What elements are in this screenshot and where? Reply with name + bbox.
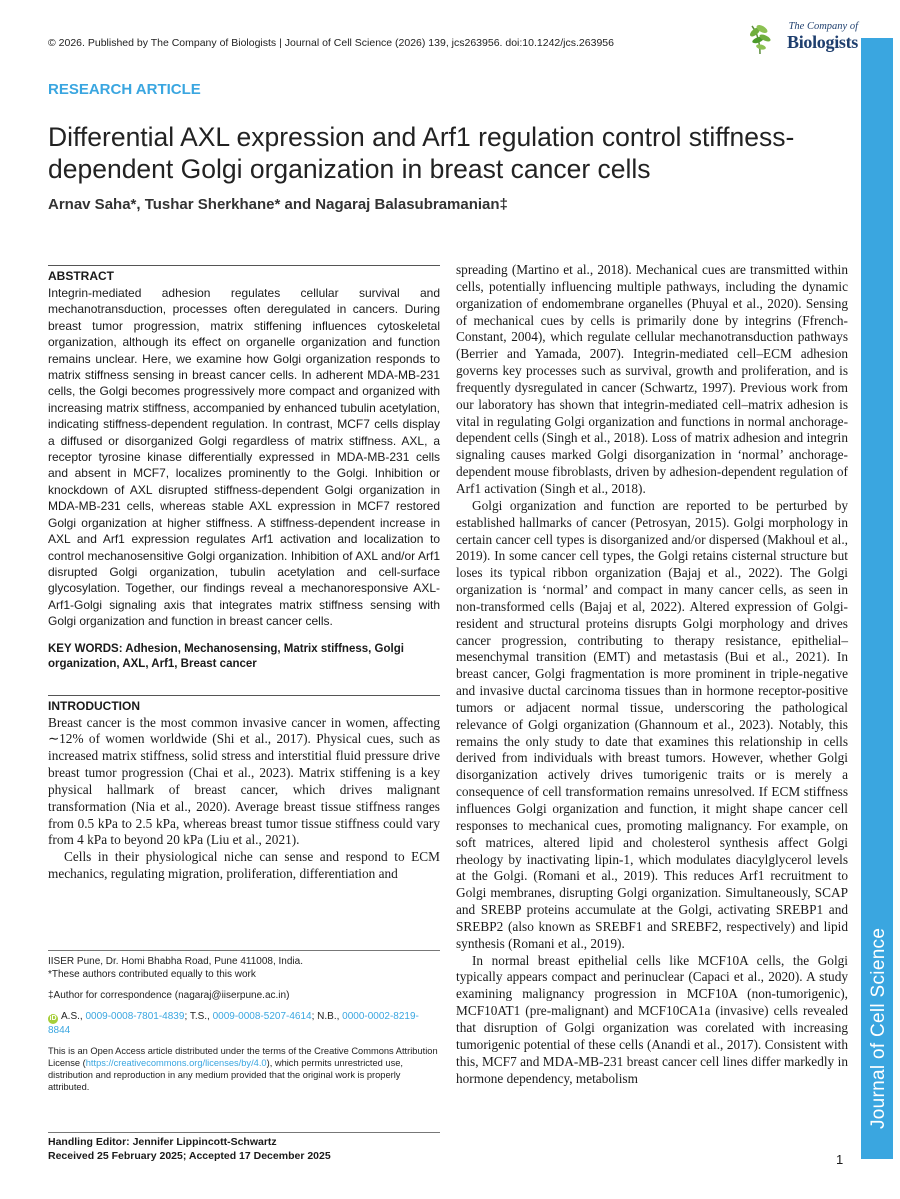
editorial-info xyxy=(48,1132,440,1163)
footnotes xyxy=(48,950,440,1093)
publication-line: © 2026. Published by The Company of Biologists | Journal of Cell Science (2026) 139, jcs263956. doi:10.1242/jcs.263956 xyxy=(48,37,614,49)
body-paragraph: Golgi organization and function are reported to be perturbed by established hallmarks of cancer (Petrosyan, 2015). Golgi morphology in certain cancer cell types is disorganized and/or dispersed (Makhoul et al., 2019). In some cancer cell types, the Golgi retains cisternal structure but loses its typical ribbon organization (Bajaj et al., 2022). The Golgi organization is ‘normal’ and compact in many cancer cells, as seen in non-transformed cells (Bajaj et al, 2022). Altered expression of Golgi-resident and structural proteins disrupts Golgi morphology and drives cancer progression, contributing to therapy resistance, epithelial–mesenchymal transition (EMT) and metastasis (Bui et al., 2021). In breast cancer, Golgi fragmentation is more prominent in triple-negative and invasive ductal carcinoma tissues than in hormone receptor-positive tumors or adjacent normal tissue, underscoring the pathological relevance of Golgi organization (Ghannoum et al., 2023). Notably, this remains the only study to date that examines this relationship in cells derived from individuals with breast tumors. However, whether Golgi disorganization actively drives tumorigenic traits or is merely a consequence of cell transformation remains unresolved. If ECM stiffness influences Golgi organization and function, it might shape cancer cell responses to mechanical cues, promoting malignancy. For example, on soft matrices, altered lipid and cholesterol synthesis affect Golgi rheology by inactivating lipin-1, which modulates diacylglycerol levels at the Golgi. (Romani et al., 2019). This reduces Arf1 recruitment to Golgi membranes, disrupting Golgi organization. Simultaneously, SCAP and SREBP proteins accumulate at the Golgi, activating SREBP1 and SREBP2 (also known as SREBF1 and SREBF2, respectively) and lipid synthesis (Romani et al., 2019). xyxy=(456,497,848,951)
editorial-rule xyxy=(48,1132,440,1133)
open-access-text: ), which permits unrestricted use, distribution and reproduction in any medium provided that the original work is properly attributed. xyxy=(48,1058,403,1092)
company-of-biologists-logo[interactable] xyxy=(746,20,856,58)
footnote-rule xyxy=(48,950,440,951)
keywords: KEY WORDS: Adhesion, Mechanosensing, Matrix stiffness, Golgi organization, AXL, Arf1, Breast cancer xyxy=(48,642,404,671)
received-accepted-dates: Received 25 February 2025; Accepted 17 December 2025 xyxy=(48,1149,331,1162)
journal-sidebar-label: Journal of Cell Science xyxy=(868,927,889,1129)
orcid-link[interactable]: 0009-0008-5207-4614 xyxy=(212,1011,312,1022)
orcid-prefix: ; T.S., xyxy=(184,1011,213,1022)
open-access-text: This is an Open Access article distributed under the terms of the Creative Commons Attribution License ( xyxy=(48,1046,438,1068)
introduction-heading: INTRODUCTION xyxy=(48,698,140,713)
body-paragraph: In normal breast epithelial cells like MCF10A cells, the Golgi typically appears compact and perinuclear (Capaci et al., 2020). A study examining malignancy progression in MCF10A (non-tumorigenic), MCF10AT1 (pre-malignant) and MCF10CA1a (invasive) cells revealed that disruption of Golgi organization was corelated with increasing tumorigenic potential of these cells (Anandi et al., 2017). Consistent with this, MCF7 and MDA-MB-231 breast cancer cell lines differ markedly in hormone dependency, metabolism xyxy=(456,952,848,1086)
article-type: RESEARCH ARTICLE xyxy=(48,81,201,98)
article-title: Differential AXL expression and Arf1 regulation control stiffness-dependent Golgi organization in breast cancer cells xyxy=(48,122,795,184)
intro-paragraph: Cells in their physiological niche can sense and respond to ECM mechanics, regulating migration, proliferation, differentiation and xyxy=(48,849,440,882)
abstract-text: Integrin-mediated adhesion regulates cellular survival and mechanotransduction, processes often deregulated in cancers. During breast tumor progression, matrix stiffening influences cytoskeletal organization, although its effect on organelle organization and function remains unclear. Here, we examine how Golgi organization responds to matrix stiffness sensing in breast cancer cells. In adherent MDA-MB-231 cells, the Golgi becomes progressively more compact and organized with increasing matrix stiffness, accompanied by enhanced tubulin acetylation, indicating stiffness-dependent regulation. In contrast, MCF7 cells display a diffused or disorganized Golgi regardless of matrix stiffness. AXL, a receptor tyrosine kinase differentially expressed in MDA-MB-231 cells and absent in MCF7, localizes prominently to the Golgi. Inhibition or knockdown of AXL disrupted stiffness-dependent Golgi organization in MDA-MB-231 cells, whereas stable AXL expression in MCF7 restored Golgi organization at higher stiffness. A stiffness-dependent increase in AXL and Arf1 expression regulates Arf1 activation and localization to control mechanosensitive Golgi organization. Inhibition of AXL and/or Arf1 disrupted Golgi organization, tubulin acetylation and cell-surface glycosylation. Together, our findings reveal a mechanoresponsive AXL-Arf1-Golgi signaling axis that integrates matrix stiffness sensing with Golgi organization and function in breast cancer cells. xyxy=(48,286,440,629)
logo-text-bottom: Biologists xyxy=(786,32,858,52)
open-access-note xyxy=(48,1045,440,1093)
body-paragraph: spreading (Martino et al., 2018). Mechanical cues are transmitted within cells, potentially influencing multiple pathways, including the dynamic organization of endomembrane organelles (Phuyal et al., 2020). Sensing of mechanical cues by cells is primarily done by integrins (Ffrench-Constant, 2004), which regulate cellular mechanotransduction pathways (Berrier and Yamada, 2007). Integrin-mediated cell–ECM adhesion governs key processes such as survival, growth and proliferation, and is frequently dysregulated in cancer (Schwartz, 1997). Previous work from our laboratory has shown that integrin-mediated cell–matrix adhesion is vital in regulating Golgi organization and functions in normal anchorage-dependent cells (Singh et al., 2018). Loss of matrix adhesion and integrin signaling causes marked Golgi disorganization in ‘normal’ anchorage-dependent mouse fibroblasts, driven by adhesion-dependent regulation of Arf1 activation (Singh et al., 2018). xyxy=(456,262,848,496)
left-column xyxy=(48,265,440,883)
author-list: Arnav Saha*, Tushar Sherkhane* and Nagaraj Balasubramanian‡ xyxy=(48,196,508,213)
orcid-link[interactable]: 0000-0002-8219-8844 xyxy=(48,1011,419,1036)
journal-sidebar xyxy=(861,38,893,1159)
page-number: 1 xyxy=(836,1152,844,1167)
handling-editor: Handling Editor: Jennifer Lippincott-Schwartz xyxy=(48,1136,277,1148)
abstract-heading: ABSTRACT xyxy=(48,269,114,283)
license-link[interactable]: https://creativecommons.org/licenses/by/4.0 xyxy=(85,1058,267,1068)
intro-paragraph: Breast cancer is the most common invasive cancer in women, affecting ∼12% of women worldwide (Shi et al., 2017). Physical cues, such as increased matrix stiffness, solid stress and interstitial fluid pressure drive breast tumor progression (Chai et al., 2023). Matrix stiffening is a key physical hallmark of breast cancer, which drives malignant transformation (Nia et al., 2020). Average breast tissue stiffness ranges from 0.5 kPa to 2.5 kPa, whereas breast tumor tissue stiffness could vary from 4 kPa to beyond 20 kPa (Liu et al., 2021). xyxy=(48,714,440,848)
orcid-prefix: A.S., xyxy=(61,1011,86,1022)
affiliation: IISER Pune, Dr. Homi Bhabha Road, Pune 411008, India. xyxy=(48,956,303,967)
logo-text-top: The Company of xyxy=(788,21,858,32)
orcid-list xyxy=(48,1010,440,1037)
orcid-prefix: ; N.B., xyxy=(311,1011,343,1022)
orcid-icon: iD xyxy=(49,1015,57,1022)
correspondence-note: ‡Author for correspondence (nagaraj@iiserpune.ac.in) xyxy=(48,990,290,1001)
right-column xyxy=(456,262,848,1087)
orcid-link[interactable]: 0009-0008-7801-4839 xyxy=(85,1011,185,1022)
equal-contribution-note: *These authors contributed equally to this work xyxy=(48,969,256,980)
